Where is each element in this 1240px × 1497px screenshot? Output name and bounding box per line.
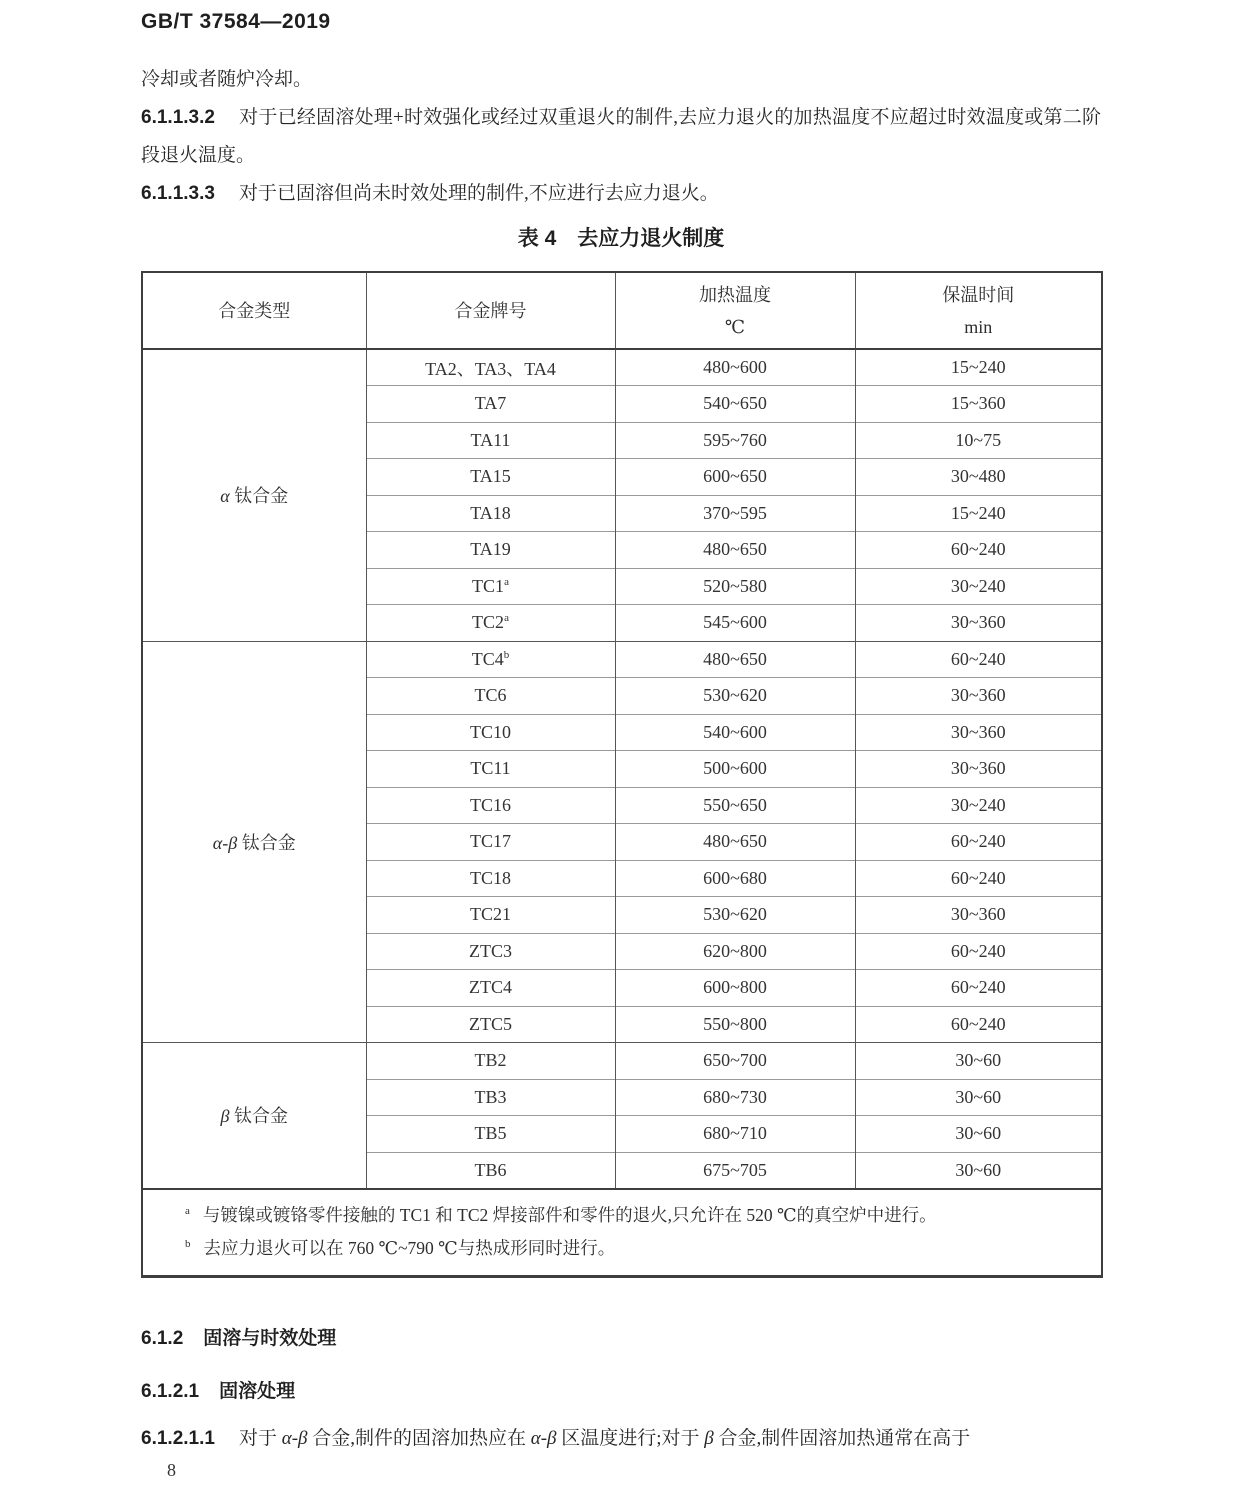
- holding-time-cell: 30~240: [855, 568, 1102, 605]
- table-body: [142, 349, 1102, 1189]
- alloy-grade-cell: TA18: [366, 495, 615, 532]
- heating-temperature-cell: 680~710: [615, 1116, 855, 1153]
- heating-temperature-cell: 600~800: [615, 970, 855, 1007]
- header-alloy-grade: 合金牌号: [366, 272, 615, 349]
- alloy-grade-cell: ZTC4: [366, 970, 615, 1007]
- clause-number: 6.1.1.3.2: [141, 107, 215, 128]
- holding-time-cell: 30~360: [855, 897, 1102, 934]
- clause-text: 对于 α-β 合金,制件的固溶加热应在 α-β 区温度进行;对于 β 合金,制件固溶加热通常在高于: [238, 1427, 971, 1449]
- heating-temperature-cell: 540~600: [615, 714, 855, 751]
- alloy-grade-cell: TA2、TA3、TA4: [366, 349, 615, 386]
- standard-code: GB/T 37584—2019: [141, 10, 331, 33]
- alloy-grade-cell: TC17: [366, 824, 615, 861]
- table-row: [142, 1043, 1102, 1080]
- holding-time-cell: 30~60: [855, 1043, 1102, 1080]
- holding-time-cell: 30~60: [855, 1152, 1102, 1189]
- heating-temperature-cell: 550~650: [615, 787, 855, 824]
- footnote-row: [142, 1189, 1102, 1277]
- clause-text: 对于已经固溶处理+时效强化或经过双重退火的制件,去应力退火的加热温度不应超过时效温度或第二阶段退火温度。: [141, 107, 1101, 166]
- clause-text: 对于已固溶但尚未时效处理的制件,不应进行去应力退火。: [238, 183, 719, 204]
- heating-temperature-cell: 600~650: [615, 459, 855, 496]
- table-row: [142, 641, 1102, 678]
- holding-time-cell: 15~240: [855, 495, 1102, 532]
- heating-temperature-cell: 595~760: [615, 422, 855, 459]
- heating-temperature-cell: 620~800: [615, 933, 855, 970]
- alloy-grade-cell: ZTC3: [366, 933, 615, 970]
- holding-time-cell: 60~240: [855, 824, 1102, 861]
- alloy-grade-cell: TB3: [366, 1079, 615, 1116]
- heating-temperature-cell: 480~600: [615, 349, 855, 386]
- table-header: [142, 272, 1102, 349]
- alloy-grade-cell: TC11: [366, 751, 615, 788]
- alloy-grade-cell: TC18: [366, 860, 615, 897]
- holding-time-cell: 10~75: [855, 422, 1102, 459]
- heating-temperature-cell: 650~700: [615, 1043, 855, 1080]
- holding-time-cell: 15~240: [855, 349, 1102, 386]
- header-heating-temperature-unit: ℃: [724, 316, 746, 337]
- footnote-line: $^b$ 去应力退火可以在 760 ℃~790 ℃与热成形同时进行。: [185, 1237, 616, 1258]
- heating-temperature-cell: 540~650: [615, 386, 855, 423]
- alloy-grade-cell: TC21: [366, 897, 615, 934]
- alloy-grade-cell: TC6: [366, 678, 615, 715]
- holding-time-cell: 60~240: [855, 970, 1102, 1007]
- alloy-type-cell: β 钛合金: [142, 1043, 366, 1189]
- header-holding-time-unit: min: [964, 316, 993, 337]
- header-holding-time: [855, 272, 1102, 349]
- alloy-grade-cell: TC16: [366, 787, 615, 824]
- heating-temperature-cell: 520~580: [615, 568, 855, 605]
- section-title: 固溶与时效处理: [203, 1327, 337, 1349]
- heating-temperature-cell: 500~600: [615, 751, 855, 788]
- holding-time-cell: 30~360: [855, 678, 1102, 715]
- heating-temperature-cell: 545~600: [615, 605, 855, 642]
- alloy-grade-cell: TB2: [366, 1043, 615, 1080]
- holding-time-cell: 30~360: [855, 605, 1102, 642]
- holding-time-cell: 30~60: [855, 1116, 1102, 1153]
- clause-6-1-1-3-3: [141, 175, 1101, 213]
- holding-time-cell: 60~240: [855, 532, 1102, 569]
- heating-temperature-cell: 530~620: [615, 897, 855, 934]
- alloy-grade-cell: TC1$^a$: [366, 568, 615, 605]
- holding-time-cell: 15~360: [855, 386, 1102, 423]
- table-row: [142, 349, 1102, 386]
- footnote-marker: b: [185, 1237, 191, 1250]
- clause-6-1-2-1-1: [141, 1420, 1101, 1458]
- paragraph-carryover: 冷却或者随炉冷却。: [141, 69, 313, 90]
- holding-time-cell: 60~240: [855, 860, 1102, 897]
- clause-number: 6.1.1.3.3: [141, 183, 215, 204]
- holding-time-cell: 30~480: [855, 459, 1102, 496]
- holding-time-cell: 30~240: [855, 787, 1102, 824]
- alloy-grade-cell: ZTC5: [366, 1006, 615, 1043]
- heating-temperature-cell: 675~705: [615, 1152, 855, 1189]
- alloy-grade-cell: TA19: [366, 532, 615, 569]
- heating-temperature-cell: 680~730: [615, 1079, 855, 1116]
- heating-temperature-cell: 480~650: [615, 824, 855, 861]
- alloy-grade-cell: TC10: [366, 714, 615, 751]
- alloy-grade-cell: TC2$^a$: [366, 605, 615, 642]
- section-title: 固溶处理: [219, 1380, 296, 1402]
- heating-temperature-cell: 370~595: [615, 495, 855, 532]
- clause-6-1-1-3-2: [141, 99, 1101, 175]
- heating-temperature-cell: 480~650: [615, 641, 855, 678]
- alloy-type-cell: α-β 钛合金: [142, 641, 366, 1043]
- section-number: 6.1.2: [141, 1327, 184, 1349]
- alloy-grade-cell: TA15: [366, 459, 615, 496]
- header-alloy-type: 合金类型: [142, 272, 366, 349]
- header-holding-time-label: 保温时间: [942, 284, 1015, 305]
- header-heating-temperature-label: 加热温度: [699, 284, 771, 305]
- heating-temperature-cell: 480~650: [615, 532, 855, 569]
- clause-number: 6.1.2.1.1: [141, 1427, 215, 1449]
- holding-time-cell: 30~60: [855, 1079, 1102, 1116]
- header-heating-temperature: [615, 272, 855, 349]
- alloy-type-cell: α 钛合金: [142, 349, 366, 641]
- heating-temperature-cell: 600~680: [615, 860, 855, 897]
- heating-temperature-cell: 550~800: [615, 1006, 855, 1043]
- alloy-grade-cell: TB6: [366, 1152, 615, 1189]
- alloy-grade-cell: TC4$^b$: [366, 641, 615, 678]
- table-title: 表 4 去应力退火制度: [517, 227, 725, 250]
- holding-time-cell: 60~240: [855, 933, 1102, 970]
- section-6-1-2-heading: [141, 1325, 1101, 1353]
- holding-time-cell: 60~240: [855, 1006, 1102, 1043]
- alloy-grade-cell: TA7: [366, 386, 615, 423]
- section-number: 6.1.2.1: [141, 1380, 200, 1402]
- alloy-grade-cell: TA11: [366, 422, 615, 459]
- stress-relief-annealing-table: [141, 271, 1103, 1278]
- section-6-1-2-1-heading: [141, 1378, 1101, 1406]
- footnote-line: $^a$ 与镀镍或镀铬零件接触的 TC1 和 TC2 焊接部件和零件的退火,只允许在 520 ℃的真空炉中进行。: [185, 1204, 937, 1225]
- holding-time-cell: 30~360: [855, 714, 1102, 751]
- table-footnotes: [142, 1189, 1102, 1277]
- holding-time-cell: 30~360: [855, 751, 1102, 788]
- alloy-grade-cell: TB5: [366, 1116, 615, 1153]
- page-number: 8: [167, 1460, 176, 1480]
- header-row: [142, 272, 1102, 349]
- footnote-cell: [142, 1189, 1102, 1277]
- holding-time-cell: 60~240: [855, 641, 1102, 678]
- heating-temperature-cell: 530~620: [615, 678, 855, 715]
- footnote-marker: a: [185, 1204, 190, 1217]
